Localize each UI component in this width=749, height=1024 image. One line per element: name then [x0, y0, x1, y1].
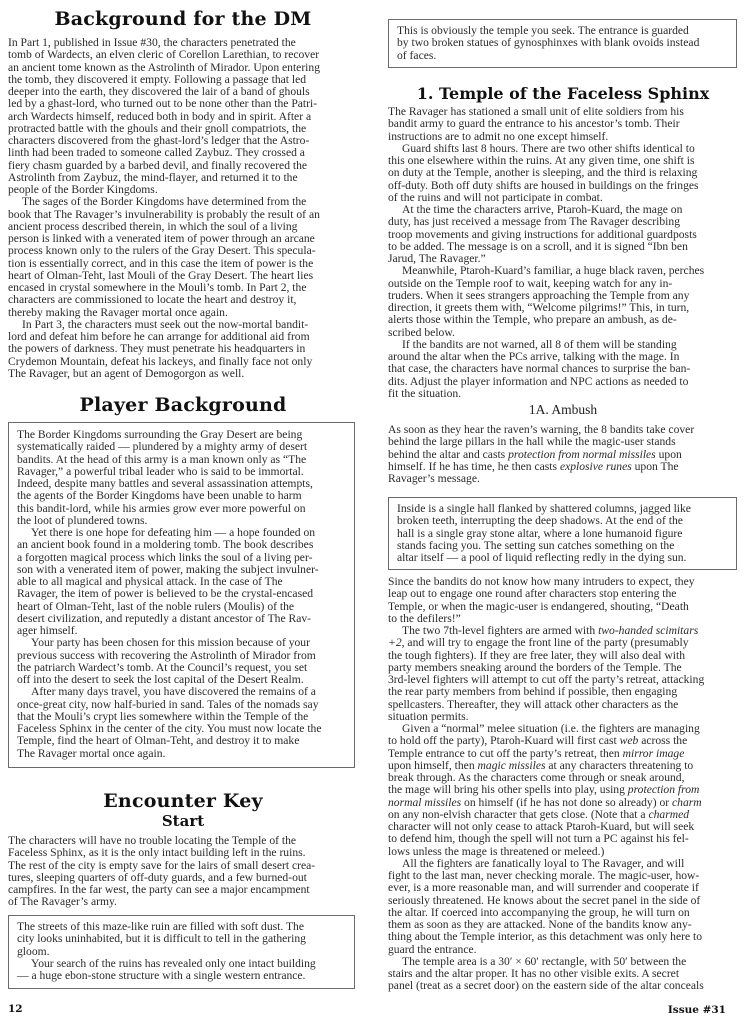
line-text: heart of Olman-Teht, last of the noble rulers (Moulis) of the [17, 599, 295, 613]
text-line [397, 552, 747, 564]
line-text: break through. As the characters come through or sneak around, [388, 771, 685, 784]
line-text: bandit army to guard the entrance to his ancestor’s tomb. Their [388, 117, 680, 131]
line-text: Indeed, despite many battles and several assassination attempts, [17, 477, 313, 490]
line-text: tures, sleeping quarters of off-duty guards, and a few burned-out [8, 870, 307, 884]
line-text: All the fighters are fanatically loyal to The Ravager, and will [402, 856, 685, 870]
line-text: behind the altar and casts [388, 447, 509, 461]
line-text: this bandit-lord, while his armies grow ever more powerful on [17, 501, 306, 515]
line-text: As soon as they hear the raven’s warning, the 8 bandits take cover [388, 423, 695, 436]
text-line [388, 473, 738, 485]
line-text: Given a “normal” melee situation (i.e. the fighters are managing [402, 722, 700, 735]
line-text: around the altar when the PCs arrive, talking with the mage. In [388, 350, 680, 363]
text-line [397, 37, 747, 49]
dm-background-heading: Background for the DM [54, 8, 312, 30]
line-text: If the bandits are not warned, all 8 of them will be standing [402, 337, 677, 351]
line-text: able to all magical and physical attack. In the case of The [17, 575, 283, 588]
line-text: The rest of the city is empty save for the lairs of small desert crea- [8, 858, 316, 872]
line-text: gloom. [17, 944, 50, 958]
temple-heading: 1. Temple of the Faceless Sphinx [416, 84, 710, 103]
line-text: guard the entrance. [388, 942, 477, 956]
line-text: process known only to the rulers of the Gray Desert. This specula- [8, 244, 316, 258]
line-text: duty, has just received a message from The Ravager describing [388, 215, 681, 229]
line-text: Astrolinth from Zaybuz, the mind-flayer, and returned it to the [8, 170, 298, 184]
line-text: deeper into the earth, they discovered the lair of a band of ghouls [8, 85, 310, 98]
line-text: At the time the characters arrive, Ptaroh-Kuard, the mage on [402, 203, 683, 216]
line-text: 3rd-level fighters will attempt to cut off the party’s retreat, attacking [388, 673, 705, 686]
line-text: hall is a single gray stone altar, where a lone humanoid figure [397, 526, 683, 540]
line-text: the agents of the Border Kingdoms have been unable to harm [17, 489, 302, 503]
temple-entrance-box-text [397, 25, 747, 62]
line-text: scribed below. [388, 325, 455, 339]
encounter-key-text [8, 835, 358, 909]
line-text: on any non-elvish character that gets close. (Note that a [388, 807, 649, 821]
line-text: the rear party members from behind if possible, then engaging [388, 685, 678, 699]
line-text: , and will try to engage the front line of the party (presumably [401, 636, 689, 650]
line-text: fiery chasm guarded by a barbed devil, and finally recovered the [8, 158, 308, 172]
line-text: lord and defeat him before he can arrange for additional aid from [8, 330, 310, 343]
line-text: upon [655, 447, 682, 461]
line-text: Temple, or when the magic-user is endangered, shouting, “Death [388, 599, 689, 613]
italic-spell-name: protection from [627, 783, 700, 797]
line-text: Meanwhile, Ptaroh-Kuard’s familiar, a huge black raven, perches [402, 264, 705, 278]
line-text: outside on the Temple roof to wait, keeping watch for any in- [388, 276, 673, 290]
line-text: desert civilization, and reputedly a distant ancestor of The Rav- [17, 611, 312, 625]
line-text: ever, is a more reasonable man, and will surrender and cooperate if [388, 881, 699, 895]
line-text: Temple, find the heart of Olman-Teht, and destroy it to make [17, 734, 300, 748]
italic-spell-name: magic missiles [477, 758, 546, 772]
line-text: After many days travel, you have discovered the remains of a [31, 685, 316, 699]
player-background-boxed-text [8, 422, 355, 768]
line-text: The Ravager, but an agent of Demogorgon as well. [8, 366, 245, 380]
line-text: The temple area is a 30′ × 60′ rectangle, with 50′ between the [402, 954, 687, 968]
italic-spell-name: +2 [388, 636, 402, 650]
line-text: The sages of the Border Kingdoms have determined from the [22, 195, 307, 209]
line-text: truders. When it sees strangers approaching the Temple from any [388, 288, 690, 302]
ambush-continued-text [388, 576, 738, 993]
text-line [17, 748, 367, 760]
line-text: to defend him, though the spell will not turn a PC against his fel- [388, 832, 689, 846]
line-text: The characters will have no trouble locating the Temple of the [8, 834, 297, 847]
line-text: Your party has been chosen for this mission because of your [31, 636, 310, 650]
line-text: situation permits. [388, 709, 469, 723]
line-text: stands facing you. The setting sun catches something on the [397, 538, 675, 552]
text-line [17, 970, 367, 982]
line-text: In Part 3, the characters must seek out the now-mortal bandit- [22, 317, 309, 331]
line-text: leap out to engage one round after characters stop entering the [388, 587, 677, 601]
line-text: ager himself. [17, 624, 78, 637]
start-box-text [17, 921, 367, 982]
line-text: spellcasters. Thereafter, they will attack other characters as the [388, 697, 679, 711]
italic-spell-name: mirror image [622, 746, 685, 760]
ambush-heading: 1A. Ambush [528, 402, 598, 417]
line-text: panel (treat as a secret door) on the eastern side of the altar conceals [388, 979, 704, 993]
line-text: direction, it greets them with, “Welcome pilgrims!” This, in turn, [388, 301, 690, 314]
line-text: characters are commissioned to locate the heart and destroy it, [8, 293, 297, 307]
line-text: heart of Olman-Teht, last Mouli of the Gray Desert. The heart lies [8, 268, 314, 282]
line-text: off-duty. Both off duty shifts are housed in buildings on the fringes [388, 178, 699, 192]
line-text: across the [638, 734, 688, 748]
line-text: systematically raided — plundered by a mighty army of desert [17, 440, 308, 454]
line-text: Inside is a single hall flanked by shattered columns, jagged like [397, 502, 691, 515]
line-text: behind the large pillars in the hall while the magic-user stands [388, 435, 676, 449]
line-text: fit the situation. [388, 386, 462, 400]
line-text: Yet there is one hope for defeating him — a hope founded on [31, 526, 316, 539]
issue-number: Issue #31 [667, 1004, 726, 1016]
line-text: son with a venerated item of power, making the subject invulner- [17, 562, 319, 576]
line-text: The Border Kingdoms surrounding the Gray Desert are being [17, 428, 303, 441]
line-text: stairs and the altar proper. It has no other visible exits. A secret [388, 967, 680, 980]
hall-boxed-text [388, 497, 737, 570]
line-text: the tomb, they discovered it empty. Following a passage that led [8, 72, 307, 86]
text-line [388, 388, 738, 400]
italic-spell-name: charmed [648, 807, 690, 821]
line-text: thereby making the Ravager mortal once again. [8, 305, 228, 319]
line-text: the altar. If coerced into accompanying the group, he will turn on [388, 905, 690, 919]
line-text: the loot of plundered towns. [17, 513, 148, 527]
start-boxed-text [8, 915, 355, 989]
line-text: The streets of this maze-like ruin are filled with soft dust. The [17, 920, 304, 933]
line-text: lows unless the mage is threatened or meleed.) [388, 844, 605, 858]
player-background-heading: Player Background [79, 394, 287, 416]
line-text: the patriarch Wardect’s tomb. At the Council’s request, you set [17, 660, 308, 674]
line-text: that the Mouli’s crypt lies somewhere within the Temple of the [17, 709, 309, 723]
line-text: instructions are to admit no one except himself. [388, 129, 609, 143]
line-text: Ravager,” a powerful tribal leader who is said to be immortal. [17, 464, 304, 478]
line-text: them as soon as they are attacked. None of the bandits know any- [388, 918, 692, 931]
line-text: the mage will bring his other spells into play, using [388, 783, 628, 797]
line-text: party members sneaking around the borders of the Temple. The [388, 660, 682, 674]
line-text: by two broken statues of gynosphinxes with blank ovoids instead [397, 36, 700, 50]
line-text: previous success with recovering the Astrolinth of Mirador from [17, 648, 316, 662]
temple-entrance-boxed-text [388, 19, 737, 68]
line-text: encased in crystal somewhere in the Mouli’s tomb. In Part 2, the [8, 281, 307, 294]
line-text: The two 7th-level fighters are armed with [402, 624, 599, 637]
line-text: seriously threatened. He knows about the secret panel in the side of [388, 893, 701, 907]
line-text: thing about the Temple interior, as this detachment was only here to [388, 930, 703, 944]
text-line [8, 368, 358, 380]
ambush-text [388, 424, 738, 485]
line-text: Ravager’s message. [388, 472, 480, 485]
line-text: this one elsewhere within the ruins. At any given time, one shift is [388, 154, 695, 167]
encounter-key-heading: Encounter Key [103, 790, 263, 812]
line-text: — a huge ebon-stone structure with a single western entrance. [17, 969, 306, 982]
italic-spell-name: explosive runes [559, 459, 632, 473]
line-text: person is linked with a venerated item of power through an arcane [8, 232, 315, 245]
line-text: The Ravager has stationed a small unit of elite soldiers from his [388, 105, 684, 118]
line-text: on duty at the Temple, another is sleeping, and the third is relaxing [388, 166, 698, 180]
line-text: bandits. At the head of this army is a man known only as “The [17, 452, 307, 466]
line-text: the tough fighters). If they are free later, they will also deal with [388, 648, 685, 662]
italic-spell-name: protection from normal missiles [508, 447, 656, 461]
line-text: broken teeth, interrupting the deep shadows. At the end of the [397, 514, 683, 528]
line-text: a forgotten magical process which links the soul of a living per- [17, 550, 313, 564]
line-text: tomb of Wardects, an elven cleric of Corellon Larethian, to recover [8, 48, 320, 62]
line-text: to hold off the party), Ptaroh-Kuard will first cast [388, 734, 620, 748]
line-text: off into the desert to seek the lost capital of the Desert Realm. [17, 673, 304, 686]
line-text: of faces. [397, 48, 437, 62]
dm-background-text [8, 37, 358, 380]
text-line [17, 933, 367, 945]
line-text: characters discovered from the ghast-lord’s ledger that the Astro- [8, 134, 310, 147]
line-text: Faceless Sphinx in the center of the city. You must now locate the [17, 722, 322, 735]
line-text: of The Ravager’s army. [8, 895, 117, 909]
line-text: character will not only cease to attack Ptaroh-Kuard, but will seek [388, 820, 695, 833]
line-text: tion is essentially correct, and in this case the item of power is the [8, 256, 314, 270]
text-line [397, 50, 747, 62]
line-text: at any characters threatening to [545, 758, 694, 772]
line-text: protracted battle with the ghouls and their gnoll compatriots, the [8, 121, 307, 135]
line-text: troop movements and giving instructions for additional guardposts [388, 227, 697, 241]
hall-box-text [397, 503, 747, 564]
line-text: Temple entrance to cut off the party’s retreat, then [388, 746, 623, 760]
page-number: 12 [8, 1003, 23, 1015]
player-background-text [17, 429, 367, 760]
line-text: ancient process described therein, in which the soul of a living [8, 219, 298, 233]
line-text: Jarud, The Ravager.” [388, 252, 486, 265]
line-text: Crydemon Mountain, defeat his lackeys, and finally face not only [8, 354, 313, 368]
line-text: to be added. The message is on a scroll, and it is signed “Ibn ben [388, 239, 688, 253]
text-line [388, 980, 738, 992]
line-text: altar itself — a pool of liquid reflecting redly in the dying sun. [397, 551, 687, 564]
line-text: arch Wardects himself, reduced both in body and in spirit. After a [8, 109, 312, 123]
line-text: book that The Ravager’s invulnerability is probably the result of an [8, 207, 320, 221]
line-text: that case, the characters have normal chances to surprise the ban- [388, 362, 691, 376]
line-text: upon himself, then [388, 758, 478, 772]
italic-spell-name: web [619, 734, 639, 748]
line-text: The Ravager mortal once again. [17, 746, 166, 760]
line-text: Faceless Sphinx, as it is the only intact building left in the ruins. [8, 846, 306, 860]
line-text: to the defilers!” [388, 611, 461, 625]
line-text: In Part 1, published in Issue #30, the characters penetrated the [8, 36, 296, 49]
line-text: people of the Border Kingdoms. [8, 183, 158, 196]
line-text: an ancient tome known as the Astrolinth of Mirador. Upon entering [8, 60, 321, 74]
start-subheading: Start [161, 812, 205, 830]
italic-spell-name: normal missiles [388, 795, 462, 809]
line-text: an ancient book found in a moldering tomb. The book describes [17, 538, 314, 552]
line-text: linth had been traded to someone called Zaybuz. They crossed a [8, 146, 305, 160]
line-text: once-great city, now half-buried in sand. Tales of the nomads say [17, 697, 319, 711]
line-text: This is obviously the temple you seek. The entrance is guarded [397, 24, 689, 37]
line-text: upon The [631, 459, 679, 473]
italic-spell-name: two-handed scimitars [598, 624, 699, 637]
line-text: of the ruins and will not participate in combat. [388, 190, 603, 204]
line-text: himself. If he has time, he then casts [388, 459, 560, 473]
line-text: dits. Adjust the player information and NPC actions as needed to [388, 374, 689, 388]
line-text: city looks uninhabited, but it is difficult to tell in the gathering [17, 932, 306, 946]
line-text: fight to the last man, never checking morale. The magic-user, how- [388, 869, 700, 882]
italic-spell-name: charm [672, 795, 702, 809]
temple-text [388, 106, 738, 400]
line-text: Since the bandits do not know how many intruders to expect, they [388, 575, 695, 588]
line-text: campfires. In the far west, the party can see a major encampment [8, 883, 310, 896]
line-text: on himself (if he has not done so already) or [461, 795, 673, 809]
line-text: alerts those within the Temple, who prepare an ambush, as de- [388, 313, 677, 327]
text-line [8, 896, 358, 908]
line-text: the powers of darkness. They must penetrate his headquarters in [8, 342, 306, 356]
line-text: led by a ghast-lord, who turned out to be none other than the Patri- [8, 97, 318, 111]
line-text: Ravager, the item of power is believed to be the crystal-encased [17, 587, 314, 601]
line-text: Your search of the ruins has revealed only one intact building [31, 956, 316, 970]
line-text: Guard shifts last 8 hours. There are two other shifts identical to [402, 141, 695, 155]
